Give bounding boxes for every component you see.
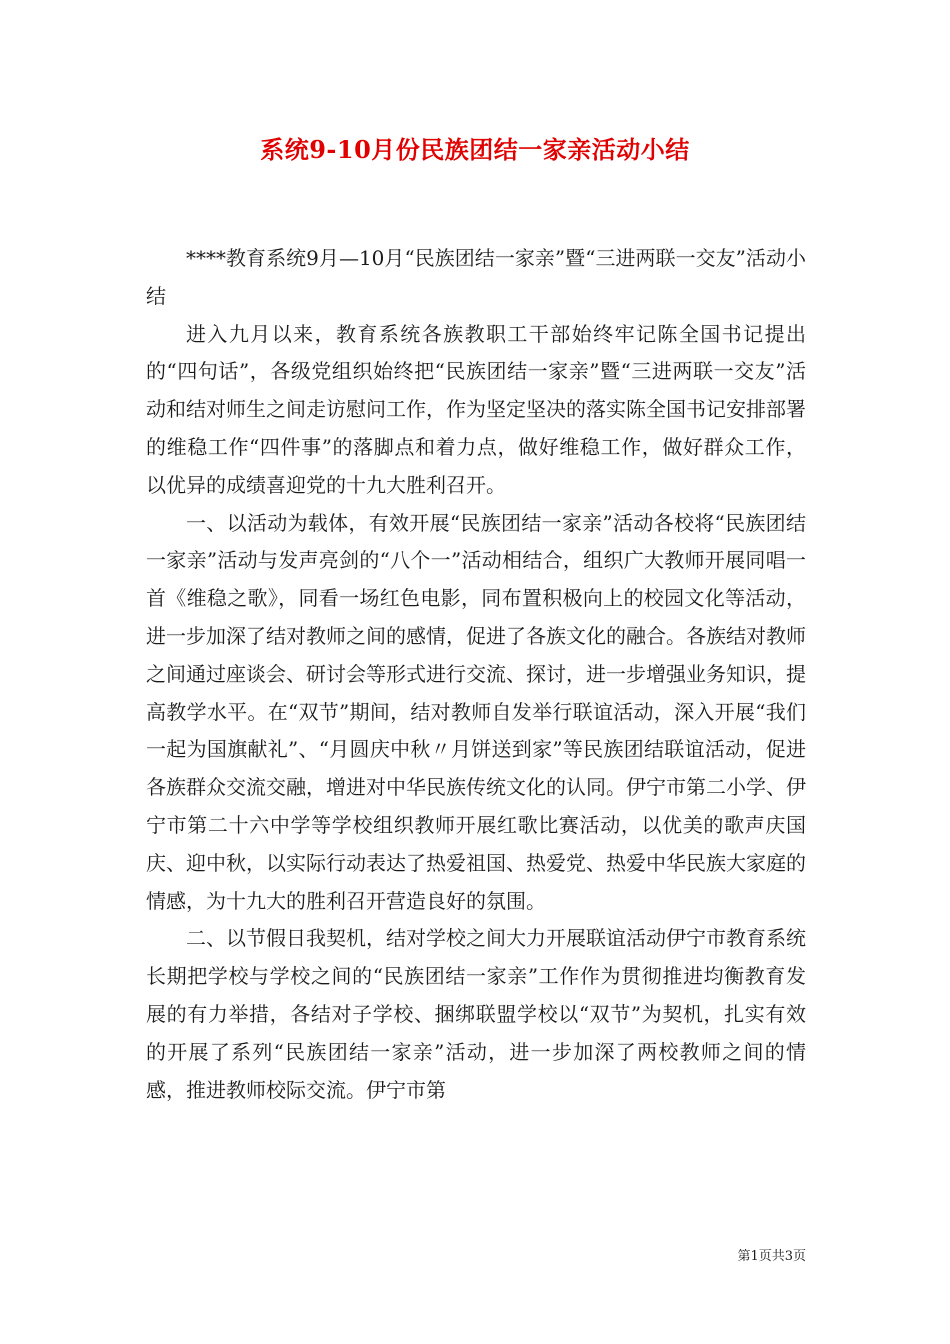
paragraph-section-one: 一、以活动为载体，有效开展“民族团结一家亲”活动各校将“民族团结一家亲”活动与发声亮剑的“八个一”活动相结合，组织广大教师开展同唱一首《维稳之歌》，同看一场红色电影，同布置积极向上的校园文化等活动，进一步加深了结对教师之间的感情，促进了各族文化的融合。各族结对教师之间通过座谈会、研讨会等形式进行交流、探讨，进一步增强业务知识，提高教学水平。在“双节”期间，结对教师自发举行联谊活动，深入开展“我们一起为国旗献礼”、“月圆庆中秋〃月饼送到家”等民族团结联谊活动，促进各族群众交流交融，增进对中华民族传统文化的认同。伊宁市第二小学、伊宁市第二十六中学等学校组织教师开展红歌比赛活动，以优美的歌声庆国庆、迎中秋，以实际行动表达了热爱祖国、热爱党、热爱中华民族大家庭的情感，为十九大的胜利召开营造良好的氛围。 xyxy=(146,510,806,913)
paragraph-intro: 进入九月以来，教育系统各族教职工干部始终牢记陈全国书记提出的“四句话”，各级党组织始终把“民族团结一家亲”暨“三进两联一交友”活动和结对师生之间走访慰问工作，作为坚定坚决的落实陈全国书记安排部署的维稳工作“四件事”的落脚点和着力点，做好维稳工作，做好群众工作，以优异的成绩喜迎党的十九大胜利召开。 xyxy=(146,321,806,497)
document-title: 系统9-10月份民族团结一家亲活动小结 xyxy=(260,135,690,164)
paragraph-heading: ****教育系统9月—10月“民族团结一家亲”暨“三进两联一交友”活动小结 xyxy=(146,246,806,308)
paragraph-section-two: 二、以节假日我契机，结对学校之间大力开展联谊活动伊宁市教育系统长期把学校与学校之间的“民族团结一家亲”工作作为贯彻推进均衡教育发展的有力举措，各结对子学校、捆绑联盟学校以“双节”为契机，扎实有效的开展了系列“民族团结一家亲”活动，进一步加深了两校教师之间的情感，推进教师校际交流。伊宁市第 xyxy=(146,926,806,1102)
page-number: 第1页共3页 xyxy=(737,1249,806,1264)
document-body xyxy=(146,240,806,1109)
